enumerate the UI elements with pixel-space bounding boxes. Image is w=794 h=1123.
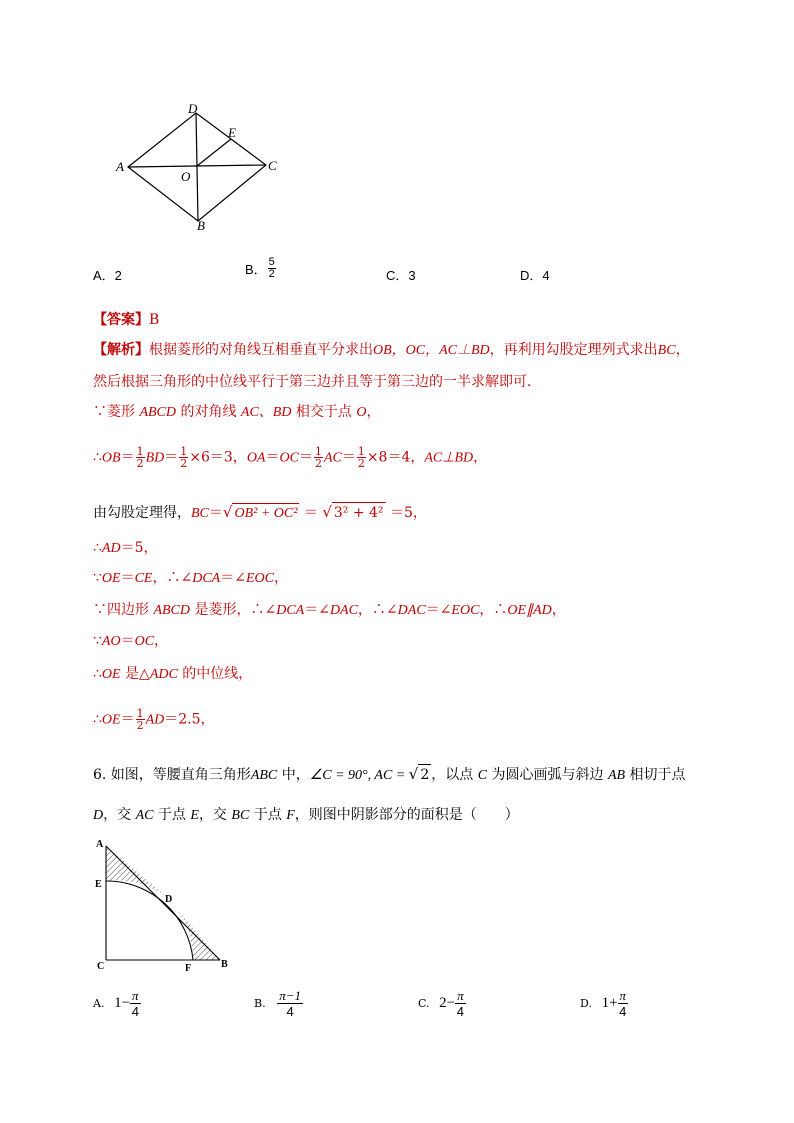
analysis-step-6: ∵四边形 ABCD 是菱形，∴∠DCA＝∠DAC，∴∠DAC＝∠EOC，∴OE∥AD， xyxy=(93,602,566,618)
q5-option-a: A．2 xyxy=(93,268,122,283)
label-A: A xyxy=(116,159,124,174)
answer-line: 【答案】B xyxy=(93,312,160,328)
shaded-region-bottom xyxy=(167,897,220,960)
label-C: C xyxy=(268,158,277,173)
analysis-step-3: 由勾股定理得，BC＝√ OB² + OC² ＝ √ 3² + 4² ＝5， xyxy=(93,502,427,524)
analysis-step-8: ∴OE 是△ADC 的中位线， xyxy=(93,666,253,682)
q6-option-b: B. $\frac{\pi-1}{4}$ xyxy=(254,988,302,1019)
analysis-step-5: ∵OE＝CE，∴∠DCA＝∠EOC， xyxy=(93,570,288,586)
label-D: D xyxy=(188,101,198,116)
analysis-intro-1: 【解析】根据菱形的对角线互相垂直平分求出OB，OC，AC⊥BD，再利用勾股定理列式求出BC， xyxy=(93,342,690,358)
fig2-label-C: C xyxy=(97,961,105,972)
analysis-step-9: ∴OE＝ $\frac{1}{2}$ AD＝2.5， xyxy=(93,707,215,732)
label-O: O xyxy=(181,169,191,184)
fig2-label-D: D xyxy=(165,894,173,905)
fig2-label-B: B xyxy=(221,959,228,970)
label-E: E xyxy=(228,125,236,140)
label-B: B xyxy=(197,218,205,233)
q6-option-d: D. 1+ $\frac{\pi}{4}$ xyxy=(580,988,627,1019)
q6-option-a: A. 1− $\frac{\pi}{4}$ xyxy=(93,988,139,1019)
analysis-step-7: ∵AO＝OC， xyxy=(93,633,169,649)
triangle-arc-figure xyxy=(92,836,242,976)
fig2-label-E: E xyxy=(95,879,102,890)
analysis-step-2: ∴OB＝ $\frac{1}{2}$ BD＝ $\frac{1}{2}$ ×6＝3，OA＝OC＝ $\frac{1}{2}$ AC＝ $\frac{1}{2}$ ×8＝4，AC⊥BD， xyxy=(93,445,488,470)
q6-option-c: C. 2− $\frac{\pi}{4}$ xyxy=(418,988,464,1019)
q5-option-c: C．3 xyxy=(386,268,416,283)
q5-option-d: D．4 xyxy=(520,268,550,283)
analysis-step-1: ∵菱形 ABCD 的对角线 AC、BD 相交于点 O， xyxy=(93,404,381,420)
q6-stem-line-2: D，交 AC 于点 E，交 BC 于点 F，则图中阴影部分的面积是（ ） xyxy=(93,807,519,823)
q5-option-b: B． $\frac{5}{2}$ xyxy=(245,256,275,280)
rhombus-figure xyxy=(110,100,300,240)
analysis-step-4: ∴AD＝5， xyxy=(93,540,158,556)
q6-stem-line-1: 6. 如图，等腰直角三角形ABC 中，∠C = 90°, AC = √ 2 ，以点 C 为圆心画弧与斜边 AB 相切于点 xyxy=(93,765,686,783)
analysis-intro-2: 然后根据三角形的中位线平行于第三边并且等于第三边的一半求解即可． xyxy=(93,374,541,390)
fig2-label-F: F xyxy=(185,963,192,974)
shaded-region-top xyxy=(106,846,167,897)
fig2-label-A: A xyxy=(96,839,104,850)
